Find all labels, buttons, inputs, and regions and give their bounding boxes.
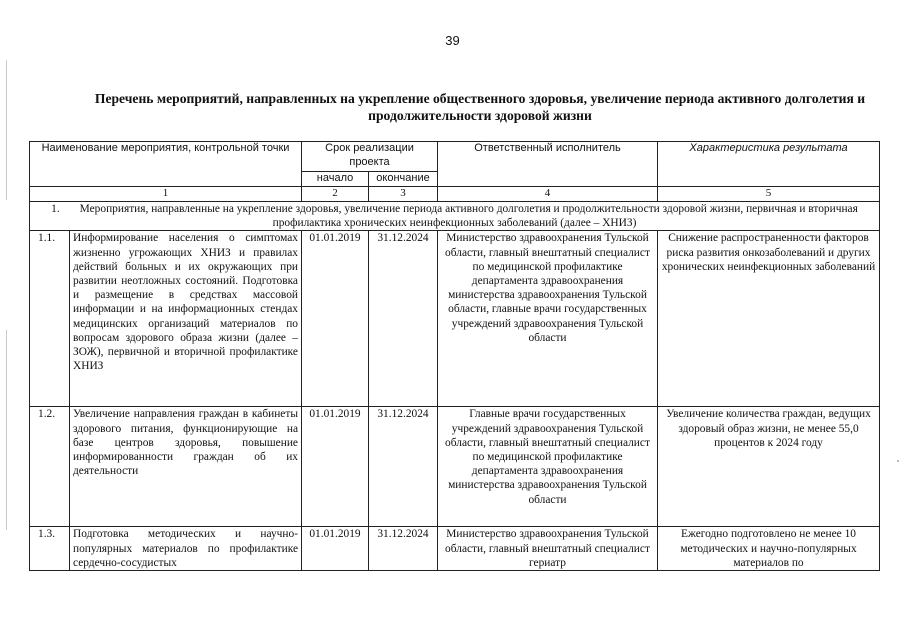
end-date: 31.12.2024: [369, 231, 438, 407]
end-date: 31.12.2024: [369, 407, 438, 527]
start-date: 01.01.2019: [302, 407, 369, 527]
header-name: Наименование мероприятия, контрольной точки: [30, 142, 302, 187]
scan-edge-mark: [6, 330, 7, 530]
measures-table: [29, 141, 880, 571]
col-number: 4: [438, 187, 658, 202]
col-number: 5: [658, 187, 880, 202]
section-number: 1.: [51, 203, 60, 215]
result: Снижение распространенности факторов риска развития онкозаболеваний и других хронических неинфекционных заболеваний: [658, 231, 880, 407]
header-responsible: Ответственный исполнитель: [438, 142, 658, 187]
start-date: 01.01.2019: [302, 231, 369, 407]
header-row: [30, 142, 880, 172]
page-number: 39: [445, 33, 460, 48]
section-row: [30, 202, 880, 231]
table-row: [30, 527, 880, 571]
end-date: 31.12.2024: [369, 527, 438, 571]
responsible: Министерство здравоохранения Тульской области, главный внештатный специалист по медицинской профилактике департамента здравоохранения министерства здравоохранения Тульской области, главные врачи государственных учреждений здравоохранения Тульской области: [438, 231, 658, 407]
responsible: Министерство здравоохранения Тульской области, главный внештатный специалист гериатр: [438, 527, 658, 571]
row-number: 1.1.: [30, 231, 70, 407]
result: Увеличение количества граждан, ведущих здоровый образ жизни, не менее 55,0 процентов к 2024 году: [658, 407, 880, 527]
measure-name: Подготовка методических и научно-популярных материалов по профилактике сердечно-сосудистых: [70, 527, 302, 571]
header-start: начало: [302, 172, 369, 187]
col-number: 1: [30, 187, 302, 202]
table-row: [30, 407, 880, 527]
row-number: 1.3.: [30, 527, 70, 571]
document-title: Перечень мероприятий, направленных на укрепление общественного здоровья, увеличение периода активного долголетия и продолжительности здоровой жизни: [94, 91, 866, 123]
column-number-row: [30, 187, 880, 202]
col-number: 3: [369, 187, 438, 202]
header-result: Характеристика результата: [658, 142, 880, 187]
row-number: 1.2.: [30, 407, 70, 527]
scan-speck: [897, 460, 899, 462]
header-end: окончание: [369, 172, 438, 187]
table-row: [30, 231, 880, 407]
measure-name: Информирование населения о симптомах жизненно угрожающих ХНИЗ и правилах действий больных и их окружающих при развитии неотложных состояний. Подготовка и размещение в средствах массовой информации и на информационных стендах медицинских организаций материалов по вопросам здорового образа жизни (далее – ЗОЖ), первичной и вторичной профилактике ХНИЗ: [70, 231, 302, 407]
section-cell: [30, 202, 880, 231]
measure-name: Увеличение направления граждан в кабинеты здорового питания, функционирующие на базе центров здоровья, повышение информированности граждан об их деятельности: [70, 407, 302, 527]
scan-edge-mark: [6, 60, 7, 200]
start-date: 01.01.2019: [302, 527, 369, 571]
responsible: Главные врачи государственных учреждений здравоохранения Тульской области, главный внештатный специалист по медицинской профилактике департамента здравоохранения министерства здравоохранения Тульской области: [438, 407, 658, 527]
result: Ежегодно подготовлено не менее 10 методических и научно-популярных материалов по: [658, 527, 880, 571]
header-term: Срок реализации проекта: [302, 142, 438, 172]
section-text: Мероприятия, направленные на укрепление здоровья, увеличение периода активного долголетия и продолжительности здоровой жизни, первичная и вторичная профилактика хронических неинфекционных заболеваний (далее – ХНИЗ): [79, 203, 858, 230]
col-number: 2: [302, 187, 369, 202]
